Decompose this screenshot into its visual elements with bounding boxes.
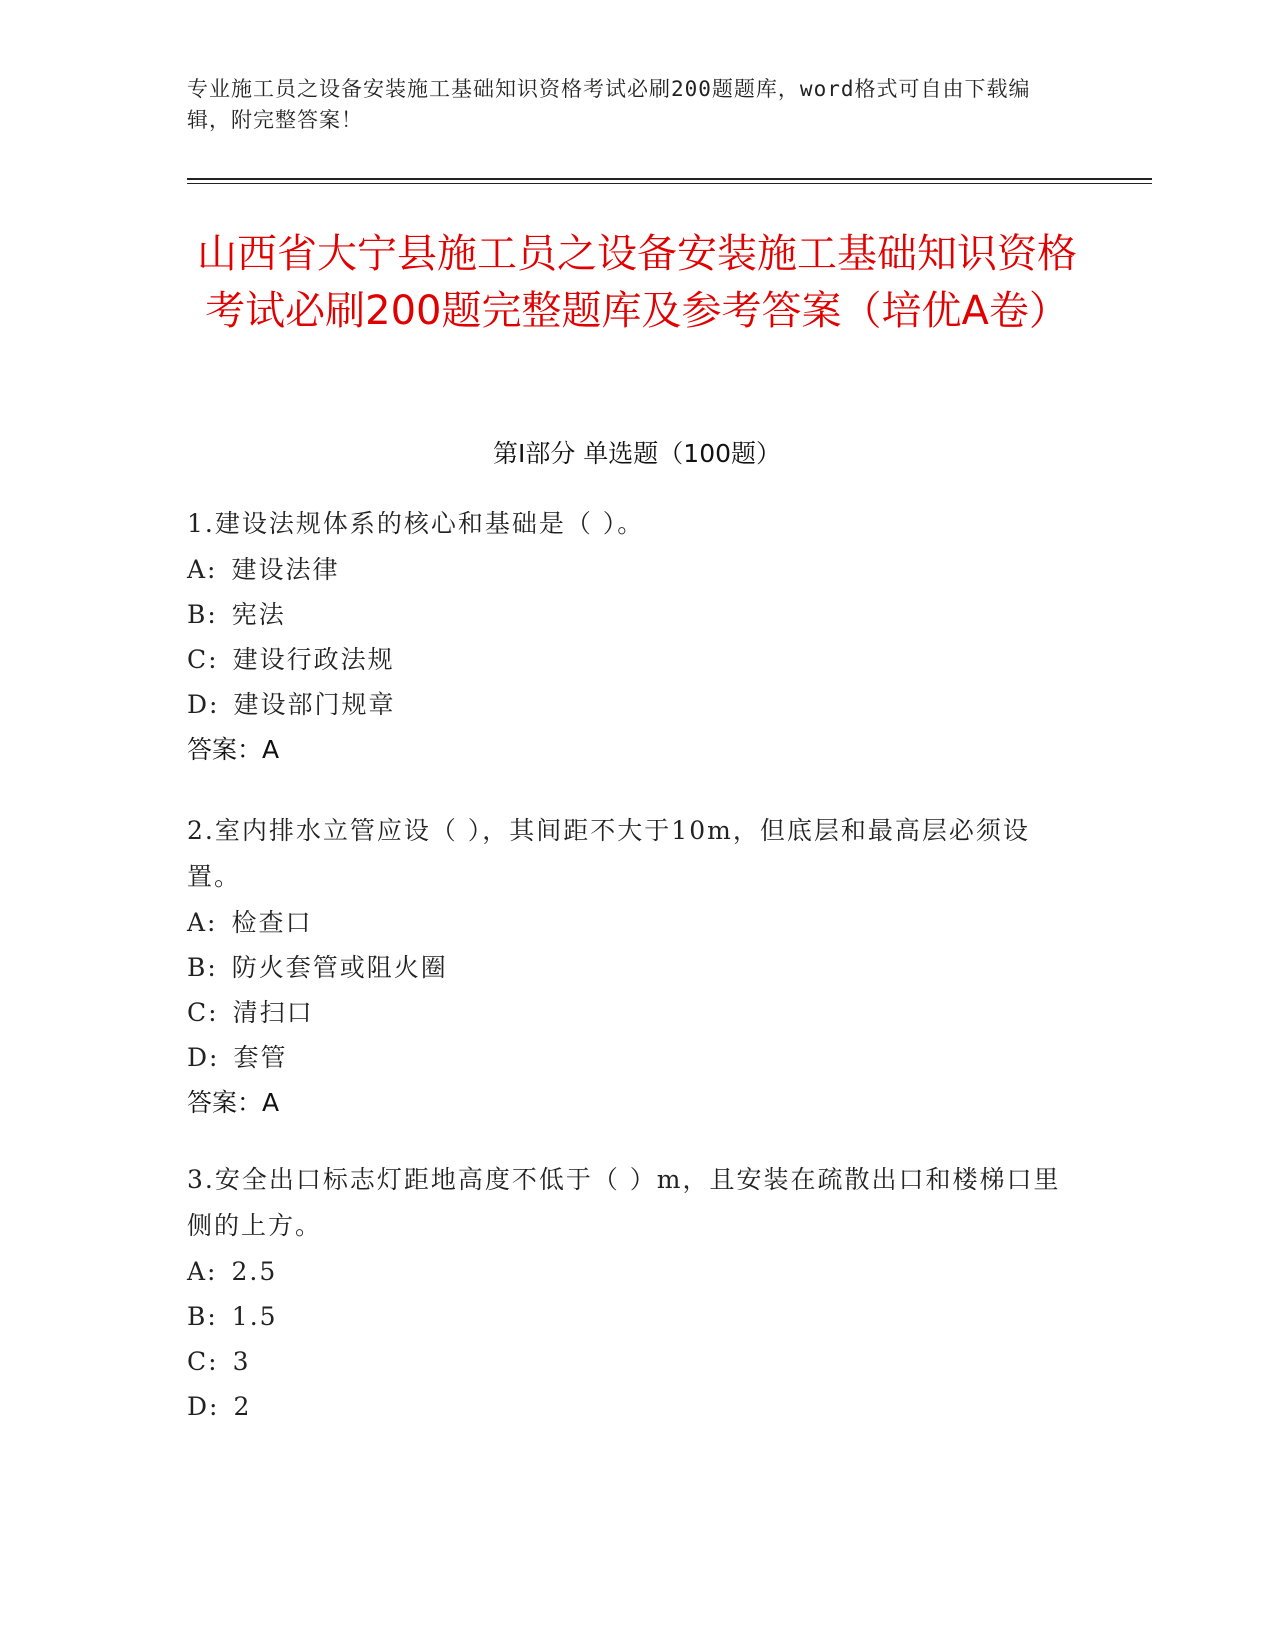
option-d — [187, 1035, 1067, 1080]
option-d — [187, 682, 1067, 727]
option-c — [187, 637, 1067, 682]
question-3 — [187, 1157, 1067, 1429]
option-key: C: — [187, 645, 219, 674]
option-key: A: — [187, 1257, 218, 1286]
option-key: C: — [187, 998, 219, 1027]
option-key: C: — [187, 1347, 219, 1376]
option-text: 套管 — [233, 1043, 288, 1072]
question-stem: 3.安全出口标志灯距地高度不低于（ ）m，且安装在疏散出口和楼梯口里侧的上方。 — [187, 1165, 1061, 1240]
answer-line: 答案：A — [187, 735, 280, 764]
option-text: 2 — [233, 1392, 252, 1421]
question-stem: 2.室内排水立管应设（ ），其间距不大于10m，但底层和最高层必须设置。 — [187, 816, 1030, 891]
option-text: 防火套管或阻火圈 — [231, 953, 448, 982]
header-divider-thin — [187, 183, 1152, 184]
option-text: 建设法律 — [231, 555, 340, 584]
header-divider-thick — [187, 178, 1152, 180]
question-2 — [187, 808, 1067, 1125]
option-b — [187, 945, 1067, 990]
option-text: 2.5 — [231, 1257, 278, 1286]
option-text: 清扫口 — [232, 998, 314, 1027]
option-d — [187, 1384, 1067, 1429]
option-text: 3 — [232, 1347, 251, 1376]
option-key: B: — [187, 1302, 218, 1331]
section-heading: 第I部分 单选题（100题） — [492, 439, 782, 468]
option-b — [187, 1294, 1067, 1339]
option-b — [187, 592, 1067, 637]
option-key: B: — [187, 600, 218, 629]
option-a — [187, 547, 1067, 592]
answer-line: 答案：A — [187, 1088, 280, 1117]
option-key: B: — [187, 953, 218, 982]
question-1 — [187, 501, 1067, 772]
option-a — [187, 900, 1067, 945]
option-text: 1.5 — [231, 1302, 278, 1331]
question-stem: 1.建设法规体系的核心和基础是（ ）。 — [187, 509, 645, 538]
option-text: 宪法 — [231, 600, 286, 629]
header-note: 专业施工员之设备安装施工基础知识资格考试必刷200题题库，word格式可自由下载编辑，附完整答案！ — [187, 77, 1031, 132]
option-text: 建设部门规章 — [233, 690, 396, 719]
option-c — [187, 990, 1067, 1035]
option-key: D: — [187, 1043, 220, 1072]
option-a — [187, 1249, 1067, 1294]
option-key: D: — [187, 690, 220, 719]
option-key: A: — [187, 555, 218, 584]
option-key: A: — [187, 908, 218, 937]
option-key: D: — [187, 1392, 220, 1421]
option-text: 建设行政法规 — [232, 645, 395, 674]
option-text: 检查口 — [231, 908, 313, 937]
option-c — [187, 1339, 1067, 1384]
document-title: 山西省大宁县施工员之设备安装施工基础知识资格考试必刷200题完整题库及参考答案（培优A卷） — [197, 231, 1077, 334]
